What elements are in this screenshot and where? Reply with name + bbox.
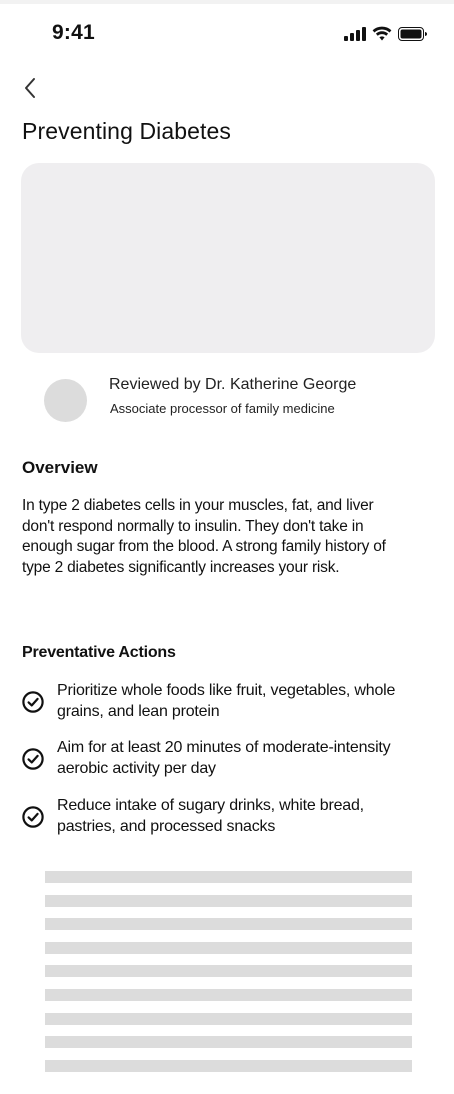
status-icons xyxy=(344,26,428,41)
reviewer-card xyxy=(44,376,424,426)
placeholder-line xyxy=(45,942,412,954)
reviewer-role: Associate processor of family medicine xyxy=(110,401,335,416)
status-bar xyxy=(0,4,454,60)
hero-image-placeholder xyxy=(21,163,435,353)
placeholder-line xyxy=(45,871,412,883)
avatar xyxy=(44,379,87,422)
back-button[interactable] xyxy=(16,74,44,102)
wifi-icon xyxy=(372,26,392,41)
overview-body: In type 2 diabetes cells in your muscles, fat, and liver don't respond normally to insulin. They don't take in enough sugar from the blood. A strong family history of type 2 diabetes significantly increases your risk. xyxy=(22,497,386,576)
placeholder-line xyxy=(45,1036,412,1048)
reviewer-name: Reviewed by Dr. Katherine George xyxy=(109,376,357,393)
check-circle-icon xyxy=(22,748,44,770)
battery-icon xyxy=(398,27,428,41)
action-text: Aim for at least 20 minutes of moderate-intensity aerobic activity per day xyxy=(57,739,391,777)
cellular-signal-icon xyxy=(344,27,366,41)
placeholder-line xyxy=(45,1060,412,1072)
check-circle-icon xyxy=(22,806,44,828)
text-placeholder-block xyxy=(45,871,412,1083)
placeholder-line xyxy=(45,989,412,1001)
chevron-left-icon xyxy=(23,77,37,99)
status-time: 9:41 xyxy=(52,21,95,44)
action-text: Prioritize whole foods like fruit, vegetables, whole grains, and lean protein xyxy=(57,682,396,720)
placeholder-line xyxy=(45,965,412,977)
actions-heading: Preventative Actions xyxy=(22,644,176,661)
action-text: Reduce intake of sugary drinks, white bread, pastries, and processed snacks xyxy=(57,797,364,835)
placeholder-line xyxy=(45,895,412,907)
overview-heading: Overview xyxy=(22,458,98,477)
page-title: Preventing Diabetes xyxy=(22,118,232,144)
placeholder-line xyxy=(45,1013,412,1025)
check-circle-icon xyxy=(22,691,44,713)
placeholder-line xyxy=(45,918,412,930)
